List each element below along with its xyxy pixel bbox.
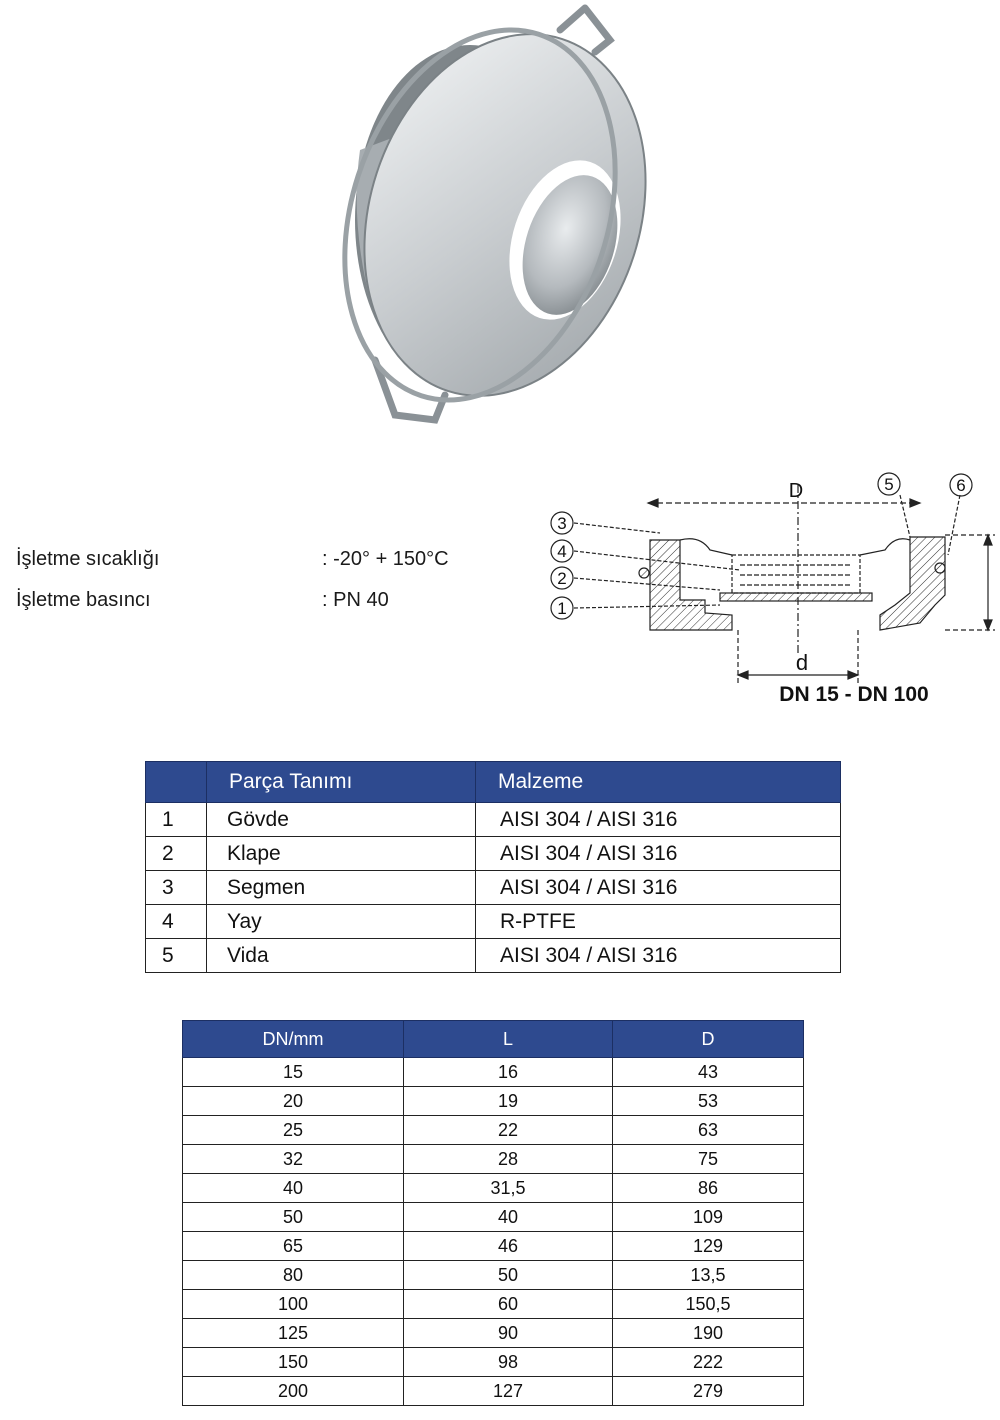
- dn-cell: 25: [183, 1116, 404, 1145]
- l-cell: 60: [404, 1290, 613, 1319]
- d-cell: 109: [613, 1203, 804, 1232]
- dim-header-dn: DN/mm: [183, 1021, 404, 1058]
- check-valve-photo: [320, 0, 650, 430]
- d-cell: 75: [613, 1145, 804, 1174]
- spec-pressure-value: : PN 40: [322, 589, 389, 611]
- dim-header-L: L: [404, 1021, 613, 1058]
- part-description-cell: Yay: [207, 905, 476, 939]
- part-description-cell: Klape: [207, 837, 476, 871]
- table-row: [146, 905, 841, 939]
- d-cell: 129: [613, 1232, 804, 1261]
- l-cell: 19: [404, 1087, 613, 1116]
- d-cell: 63: [613, 1116, 804, 1145]
- spec-temperature-label: İşletme sıcaklığı: [16, 548, 160, 570]
- part-material-cell: R-PTFE: [476, 905, 841, 939]
- parts-header-no: [146, 762, 207, 803]
- table-row: [183, 1174, 804, 1203]
- d-cell: 150,5: [613, 1290, 804, 1319]
- dn-cell: 100: [183, 1290, 404, 1319]
- l-cell: 22: [404, 1116, 613, 1145]
- parts-header-description: Parça Tanımı: [207, 762, 476, 803]
- dn-cell: 125: [183, 1319, 404, 1348]
- dn-cell: 200: [183, 1377, 404, 1406]
- dn-cell: 150: [183, 1348, 404, 1377]
- part-material-cell: AISI 304 / AISI 316: [476, 803, 841, 837]
- part-number-cell: 5: [146, 939, 207, 973]
- table-row: [183, 1377, 804, 1406]
- dn-cell: 15: [183, 1058, 404, 1087]
- dn-cell: 20: [183, 1087, 404, 1116]
- l-cell: 90: [404, 1319, 613, 1348]
- d-cell: 13,5: [613, 1261, 804, 1290]
- l-cell: 46: [404, 1232, 613, 1261]
- dn-cell: 40: [183, 1174, 404, 1203]
- part-description-cell: Vida: [207, 939, 476, 973]
- part-number-cell: 2: [146, 837, 207, 871]
- dn-cell: 80: [183, 1261, 404, 1290]
- callout-3: 3: [557, 514, 567, 533]
- table-row: [183, 1232, 804, 1261]
- dn-cell: 50: [183, 1203, 404, 1232]
- callout-6: 6: [956, 476, 966, 495]
- part-material-cell: AISI 304 / AISI 316: [476, 939, 841, 973]
- callout-4: 4: [557, 542, 567, 561]
- table-row: [183, 1058, 804, 1087]
- dn-range-label: DN 15 - DN 100: [779, 683, 929, 706]
- part-material-cell: AISI 304 / AISI 316: [476, 871, 841, 905]
- part-number-cell: 1: [146, 803, 207, 837]
- cross-section-drawing: [540, 465, 1000, 710]
- dimension-table: [182, 1020, 804, 1406]
- l-cell: 31,5: [404, 1174, 613, 1203]
- table-row: [146, 837, 841, 871]
- d-cell: 279: [613, 1377, 804, 1406]
- table-row: [146, 939, 841, 973]
- l-cell: 40: [404, 1203, 613, 1232]
- table-row: [183, 1116, 804, 1145]
- table-row: [146, 803, 841, 837]
- table-row: [183, 1261, 804, 1290]
- dimension-d-label: d: [795, 650, 809, 675]
- table-row: [183, 1203, 804, 1232]
- dimension-D-label: D: [788, 480, 804, 502]
- l-cell: 28: [404, 1145, 613, 1174]
- dn-cell: 65: [183, 1232, 404, 1261]
- callout-5: 5: [884, 475, 894, 494]
- parts-header-material: Malzeme: [476, 762, 841, 803]
- table-row: [146, 871, 841, 905]
- dn-cell: 32: [183, 1145, 404, 1174]
- d-cell: 190: [613, 1319, 804, 1348]
- table-row: [183, 1290, 804, 1319]
- part-description-cell: Segmen: [207, 871, 476, 905]
- part-description-cell: Gövde: [207, 803, 476, 837]
- dim-header-D: D: [613, 1021, 804, 1058]
- parts-table-header: [146, 762, 841, 803]
- l-cell: 98: [404, 1348, 613, 1377]
- l-cell: 50: [404, 1261, 613, 1290]
- table-row: [183, 1087, 804, 1116]
- callout-1: 1: [557, 599, 567, 618]
- l-cell: 127: [404, 1377, 613, 1406]
- part-material-cell: AISI 304 / AISI 316: [476, 837, 841, 871]
- spec-pressure-label: İşletme basıncı: [16, 589, 151, 611]
- l-cell: 16: [404, 1058, 613, 1087]
- part-number-cell: 3: [146, 871, 207, 905]
- callout-2: 2: [557, 569, 567, 588]
- table-row: [183, 1145, 804, 1174]
- d-cell: 222: [613, 1348, 804, 1377]
- spec-temperature-value: : -20° + 150°C: [322, 548, 449, 570]
- d-cell: 53: [613, 1087, 804, 1116]
- part-number-cell: 4: [146, 905, 207, 939]
- parts-table: [145, 761, 841, 973]
- dimension-table-header: [183, 1021, 804, 1058]
- d-cell: 43: [613, 1058, 804, 1087]
- table-row: [183, 1348, 804, 1377]
- table-row: [183, 1319, 804, 1348]
- d-cell: 86: [613, 1174, 804, 1203]
